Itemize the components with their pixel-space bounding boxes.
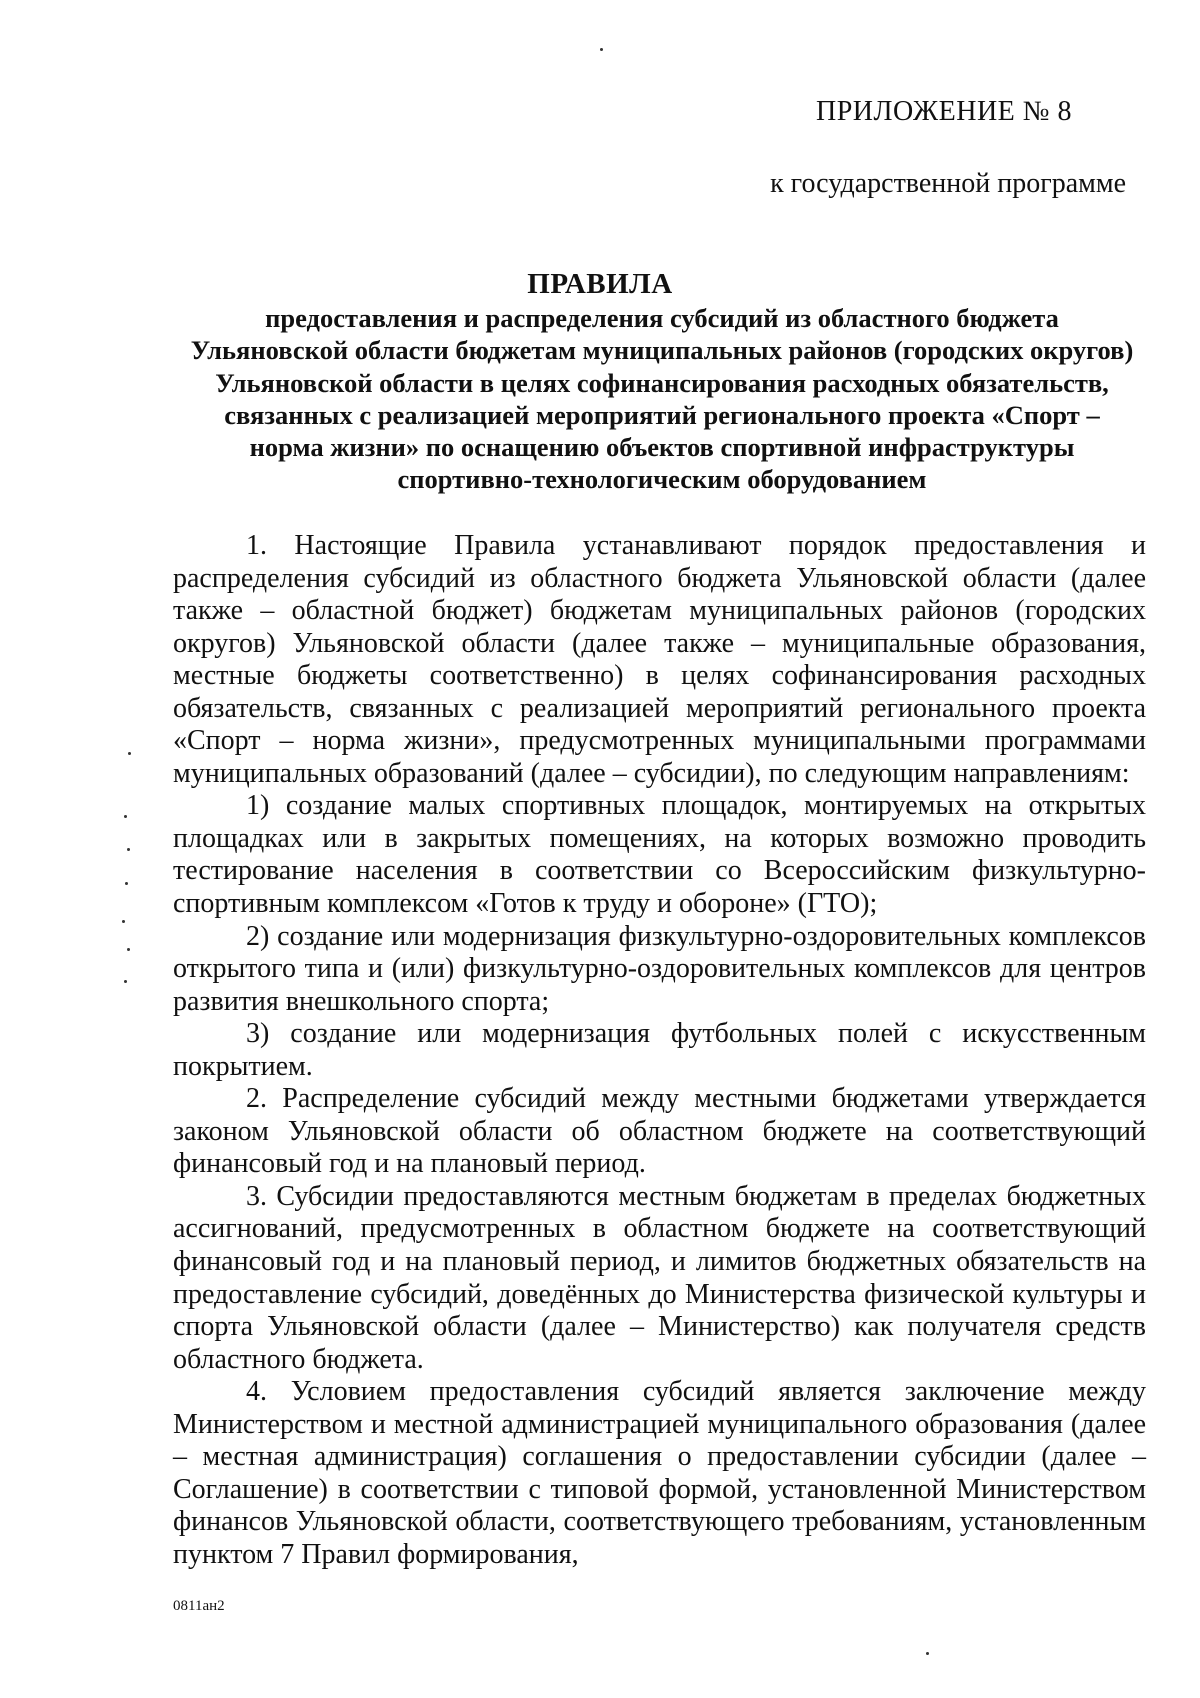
appendix-reference: к государственной программе (770, 168, 1126, 199)
paragraph-1-item-3: 3) создание или модернизация футбольных полей с искусственным покрытием. (173, 1018, 1146, 1082)
scan-speck (127, 948, 130, 951)
paragraph-2: 2. Распределение субсидий между местными бюджетами утверждается законом Ульяновской области об областном бюджете на соответствующий финансовый год и на плановый период. (173, 1083, 1146, 1180)
scan-speck (125, 882, 128, 885)
document-body (173, 530, 1146, 1572)
scan-speck (122, 920, 125, 923)
paragraph-3: 3. Субсидии предоставляются местным бюджетам в пределах бюджетных ассигнований, предусмотренных в областном бюджете на соответствующий финансовый год и на плановый период, и лимитов бюджетных обязательств на предоставление субсидий, доведённых до Министерства физической культуры и спорта Ульяновской области (далее – Министерство) как получателя средств областного бюджета. (173, 1180, 1146, 1375)
scan-speck (128, 752, 131, 755)
paragraph-1-item-1: 1) создание малых спортивных площадок, монтируемых на открытых площадках или в закрытых помещениях, на которых возможно проводить тестирование населения в соответствии со Всероссийским физкультурно-спортивным комплексом «Готов к труду и обороне» (ГТО); (173, 790, 1146, 920)
appendix-number: ПРИЛОЖЕНИЕ № 8 (816, 96, 1072, 127)
paragraph-4: 4. Условием предоставления субсидий является заключение между Министерством и местной администрацией муниципального образования (далее – местная администрация) соглашения о предоставлении субсидии (далее – Соглашение) в соответствии с типовой формой, установленной Министерством финансов Ульяновской области, соответствующего требованиям, установленным пунктом 7 Правил формирования, (173, 1376, 1146, 1570)
scan-speck (124, 815, 127, 818)
paragraph-1: 1. Настоящие Правила устанавливают порядок предоставления и распределения субсидий из областного бюджета Ульяновской области (далее также – областной бюджет) бюджетам муниципальных районов (городских округов) Ульяновской области (далее также – муниципальные образования, местные бюджеты соответственно) в целях софинансирования расходных обязательств, связанных с реализацией мероприятий регионального проекта «Спорт – норма жизни», предусмотренных муниципальными программами муниципальных образований (далее – субсидии), по следующим направлениям: (173, 530, 1146, 789)
scan-speck (600, 48, 603, 51)
scan-speck (926, 1652, 929, 1655)
paragraph-1-item-2: 2) создание или модернизация физкультурно-оздоровительных комплексов открытого типа и (или) физкультурно-оздоровительных комплексов для центров развития внешкольного спорта; (173, 920, 1146, 1017)
document-subtitle: предоставления и распределения субсидий из областного бюджета Ульяновской области бюджетам муниципальных районов (городских округов) Ульяновской области в целях софинансирования расходных обязательств, связанных с реализацией мероприятий регионального проекта «Спорт – норма жизни» по оснащению объектов спортивной инфраструктуры спортивно-технологическим оборудованием (190, 303, 1134, 495)
document-title: ПРАВИЛА (527, 268, 673, 300)
document-code: 0811ан2 (173, 1598, 225, 1614)
scan-speck (127, 848, 130, 851)
scan-speck (124, 980, 127, 983)
